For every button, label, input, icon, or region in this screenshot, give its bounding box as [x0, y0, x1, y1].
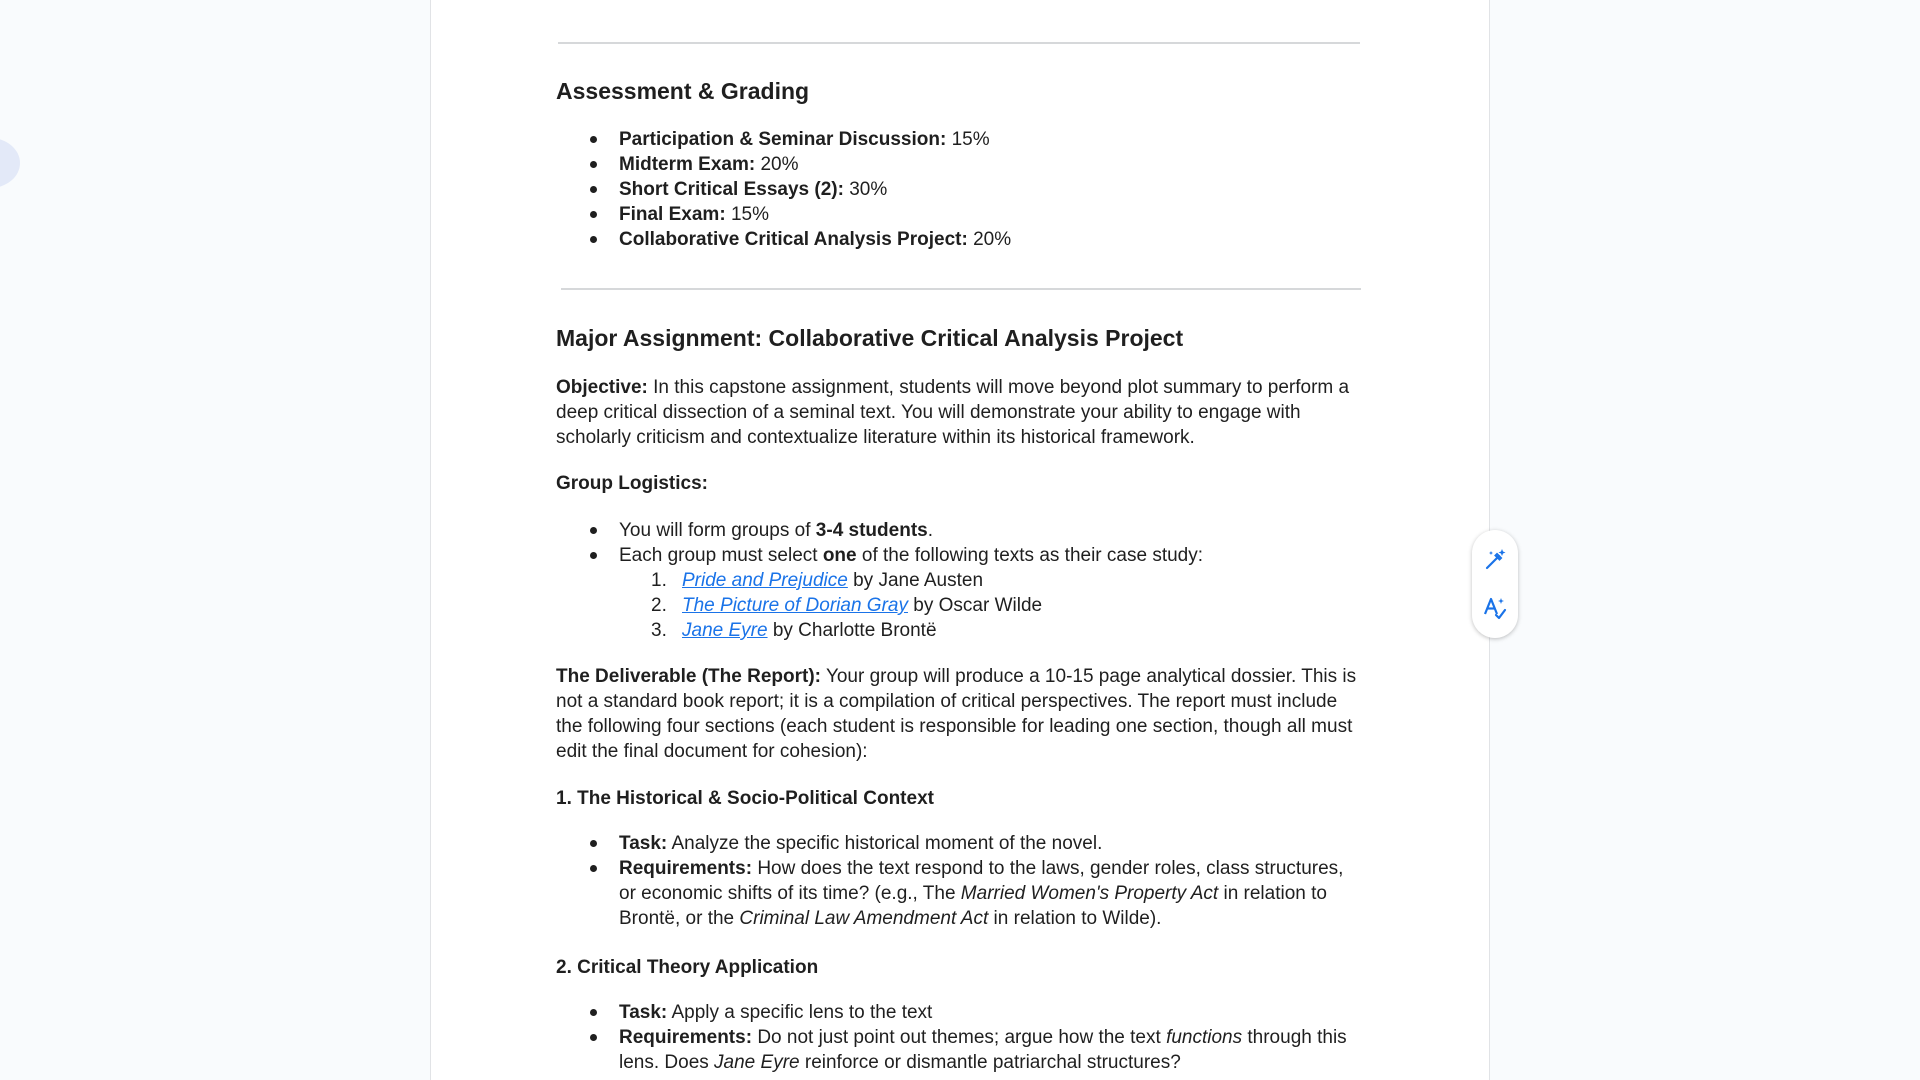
document-page[interactable]: [430, 0, 1490, 1080]
book-author: by Oscar Wilde: [913, 595, 1043, 616]
list-number: 3.: [651, 620, 667, 641]
task-text: Analyze the specific historical moment of the novel.: [671, 833, 1103, 854]
list-item: [556, 856, 1362, 931]
text-run: You will form groups of: [619, 520, 816, 541]
section2-list: [556, 1000, 1362, 1075]
req-label: Requirements:: [619, 858, 753, 879]
horizontal-rule: [561, 288, 1361, 290]
side-panel-edge: [0, 138, 20, 188]
section1-list: [556, 831, 1362, 931]
item-label: Collaborative Critical Analysis Project:: [619, 229, 968, 250]
group-list: [556, 518, 1362, 568]
list-item: [556, 202, 1362, 227]
bold-run: one: [822, 545, 857, 566]
magic-pen-icon[interactable]: [1479, 544, 1511, 576]
item-label: Final Exam:: [619, 204, 726, 225]
book-item: [556, 568, 1362, 593]
task-text: Apply a specific lens to the text: [671, 1002, 933, 1023]
text-run: through this lens. Does: [619, 1027, 1347, 1073]
objective-label: Objective:: [556, 377, 648, 398]
objective-text: In this capstone assignment, students will move beyond plot summary to perform a deep critical dissection of a seminal text. You will demonstrate your ability to engage with scholarly criticism and contextualize literature within its historical framework.: [556, 377, 1350, 448]
italic-run: Jane Eyre: [714, 1052, 800, 1073]
text-run: of the following texts as their case study:: [856, 545, 1204, 566]
deliverable-label: The Deliverable (The Report):: [556, 666, 821, 687]
section2-heading: 2. Critical Theory Application: [556, 957, 819, 978]
assignment-heading: Major Assignment: Collaborative Critical Analysis Project: [556, 325, 1184, 351]
list-item: [556, 518, 1362, 543]
bold-run: 3-4 students: [815, 520, 928, 541]
list-item: [556, 227, 1362, 252]
text-run: .: [927, 520, 933, 541]
book-item: [556, 593, 1362, 618]
item-value: 15%: [951, 129, 990, 150]
floating-ai-toolbar: [1472, 530, 1518, 638]
text-run: in relation to Brontë, or the: [619, 883, 1327, 929]
book-link[interactable]: Pride and Prejudice: [682, 570, 848, 591]
objective-paragraph: [556, 375, 1362, 450]
task-label: Task:: [619, 833, 668, 854]
list-item: [556, 177, 1362, 202]
item-value: 30%: [849, 179, 888, 200]
list-item: [556, 1000, 1362, 1025]
book-author: by Jane Austen: [853, 570, 984, 591]
list-item: [556, 152, 1362, 177]
item-value: 20%: [973, 229, 1012, 250]
book-link[interactable]: Jane Eyre: [682, 620, 768, 641]
assessment-heading: Assessment & Grading: [556, 78, 810, 104]
item-value: 20%: [760, 154, 799, 175]
item-label: Short Critical Essays (2):: [619, 179, 844, 200]
book-link[interactable]: The Picture of Dorian Gray: [682, 595, 908, 616]
req-label: Requirements:: [619, 1027, 753, 1048]
list-number: 1.: [651, 570, 667, 591]
item-value: 15%: [730, 204, 769, 225]
deliverable-text: Your group will produce a 10-15 page analytical dossier. This is not a standard book report; it is a compilation of critical perspectives. The report must include the following four sections (each student is responsible for leading one section, though all must edit the final document for cohesion):: [556, 666, 1357, 762]
italic-run: Married Women's Property Act: [960, 883, 1219, 904]
text-run: Do not just point out themes; argue how the text: [757, 1027, 1167, 1048]
text-run: reinforce or dismantle patriarchal structures?: [799, 1052, 1181, 1073]
list-item: [556, 543, 1362, 568]
text-run: in relation to Wilde).: [988, 908, 1162, 929]
list-item: [556, 1025, 1362, 1075]
list-item: [556, 127, 1362, 152]
list-item: [556, 831, 1362, 856]
assessment-list: [556, 127, 1362, 252]
item-label: Participation & Seminar Discussion:: [619, 129, 947, 150]
deliverable-paragraph: [556, 664, 1362, 764]
list-number: 2.: [651, 595, 667, 616]
text-run: Each group must select: [619, 545, 823, 566]
task-label: Task:: [619, 1002, 668, 1023]
book-item: [556, 618, 1362, 643]
text-run: How does the text respond to the laws, gender roles, class structures, or economic shifts of its time? (e.g., The: [619, 858, 1344, 904]
book-author: by Charlotte Brontë: [772, 620, 937, 641]
italic-run: functions: [1166, 1027, 1243, 1048]
group-logistics-heading: Group Logistics:: [556, 473, 708, 494]
text-style-icon[interactable]: [1479, 592, 1511, 624]
section1-heading: 1. The Historical & Socio-Political Context: [556, 788, 934, 809]
horizontal-rule: [558, 42, 1360, 44]
italic-run: Criminal Law Amendment Act: [739, 908, 989, 929]
item-label: Midterm Exam:: [619, 154, 756, 175]
book-list: [556, 568, 1362, 643]
